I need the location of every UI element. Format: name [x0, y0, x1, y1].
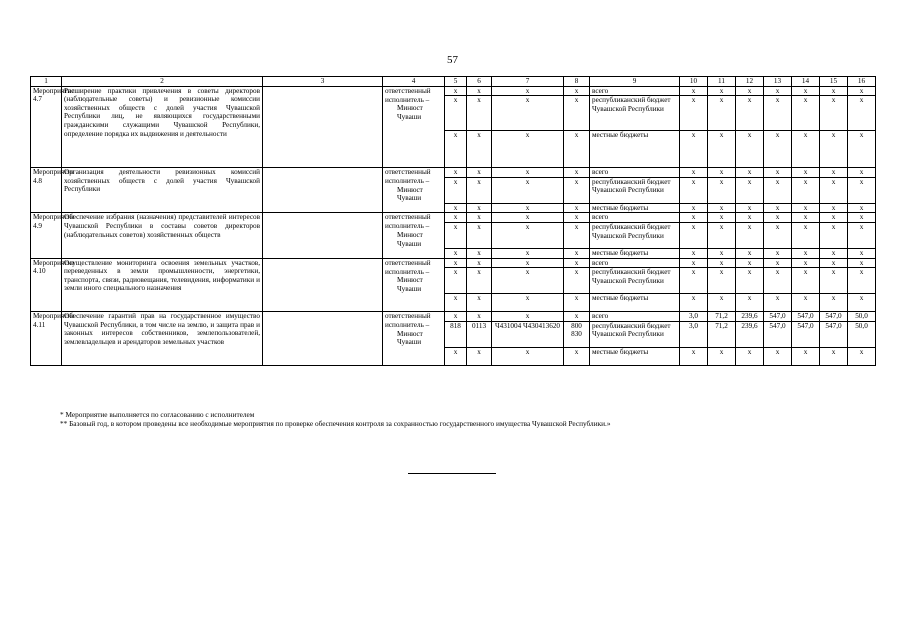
- value-cell: 239,6: [736, 321, 764, 347]
- value-cell: х: [820, 86, 848, 96]
- closing-line: [408, 473, 496, 474]
- value-cell: 547,0: [820, 312, 848, 322]
- code-cell: х: [445, 294, 467, 312]
- code-cell: х: [564, 177, 590, 203]
- code-cell: х: [467, 268, 492, 294]
- value-cell: х: [764, 96, 792, 131]
- code-cell: х: [445, 131, 467, 168]
- code-cell: х: [445, 96, 467, 131]
- value-cell: х: [848, 213, 876, 223]
- executor-role: исполнитель –: [385, 95, 430, 104]
- value-cell: х: [764, 213, 792, 223]
- value-cell: х: [848, 294, 876, 312]
- empty-cell: [263, 258, 383, 312]
- code-cell: х: [492, 347, 564, 365]
- value-cell: х: [764, 347, 792, 365]
- code-cell: х: [467, 312, 492, 322]
- code-cell: х: [492, 258, 564, 268]
- value-cell: х: [708, 168, 736, 178]
- value-cell: х: [792, 222, 820, 248]
- funding-source: республиканский бюджет Чувашской Республики: [590, 177, 680, 203]
- header-cell: 12: [736, 77, 764, 87]
- value-cell: х: [680, 131, 708, 168]
- header-cell: 2: [62, 77, 263, 87]
- value-cell: х: [736, 213, 764, 223]
- value-cell: х: [764, 203, 792, 213]
- executor-org: Минюст Чуваши: [397, 276, 423, 293]
- value-cell: х: [680, 347, 708, 365]
- value-cell: х: [820, 177, 848, 203]
- value-cell: х: [848, 96, 876, 131]
- value-cell: х: [736, 177, 764, 203]
- executor-org: Минюст Чуваши: [397, 329, 423, 347]
- value-cell: 71,2: [708, 321, 736, 347]
- value-cell: х: [792, 258, 820, 268]
- executor-role: исполнитель –: [385, 177, 430, 186]
- code-cell: х: [467, 177, 492, 203]
- funding-source: всего: [590, 258, 680, 268]
- executor-cell: ответственный: [383, 168, 445, 178]
- value-cell: х: [764, 222, 792, 248]
- code-cell: х: [467, 347, 492, 365]
- code-cell: х: [564, 168, 590, 178]
- header-cell: 3: [263, 77, 383, 87]
- value-cell: х: [680, 268, 708, 294]
- table-row: [31, 258, 876, 268]
- measure-code: Мероприятие 4.7: [31, 86, 62, 168]
- value-cell: х: [764, 177, 792, 203]
- value-cell: х: [792, 86, 820, 96]
- code-cell: х: [492, 268, 564, 294]
- code-cell: х: [492, 131, 564, 168]
- header-cell: 4: [383, 77, 445, 87]
- value-cell: х: [736, 86, 764, 96]
- table-row: [31, 213, 876, 223]
- code-cell: х: [564, 131, 590, 168]
- code-cell: 0113: [467, 321, 492, 347]
- code-cell: 818: [445, 321, 467, 347]
- value-cell: х: [708, 131, 736, 168]
- code-cell: х: [564, 347, 590, 365]
- footnote: ** Базовый год, в котором проведены все необходимые мероприятия по проверке обеспечения контроля за сохранностью государственного имущества Чувашской Республики.»: [60, 419, 611, 428]
- value-cell: х: [820, 131, 848, 168]
- page-number: 57: [447, 54, 458, 66]
- executor-cell: [383, 321, 445, 347]
- value-cell: х: [736, 168, 764, 178]
- funding-source: республиканский бюджет Чувашской Республики: [590, 96, 680, 131]
- value-cell: х: [848, 347, 876, 365]
- code-cell: х: [445, 347, 467, 365]
- code-cell: х: [564, 312, 590, 322]
- value-cell: х: [708, 258, 736, 268]
- measure-description: Расширение практики привлечения в советы директоров (наблюдательные советы) и ревизионные комиссии хозяйственных обществ с долей участия Чувашской Республики лиц, не являющихся государственными гражданскими служащими Чувашской Республики, определение порядка их выдвижения и деятельности: [62, 86, 263, 168]
- header-cell: 14: [792, 77, 820, 87]
- value-cell: 71,2: [708, 312, 736, 322]
- value-cell: х: [736, 248, 764, 258]
- code-cell: х: [467, 96, 492, 131]
- value-cell: х: [764, 168, 792, 178]
- header-cell: 7: [492, 77, 564, 87]
- executor-role: исполнитель –: [385, 222, 430, 231]
- header-cell: 11: [708, 77, 736, 87]
- value-cell: х: [708, 177, 736, 203]
- code-cell: х: [564, 268, 590, 294]
- code-cell: х: [467, 213, 492, 223]
- value-cell: х: [820, 258, 848, 268]
- value-cell: х: [820, 168, 848, 178]
- funding-source: всего: [590, 168, 680, 178]
- code-cell: х: [445, 177, 467, 203]
- value-cell: х: [820, 222, 848, 248]
- value-cell: 3,0: [680, 321, 708, 347]
- code-cell: х: [467, 222, 492, 248]
- empty-cell: [263, 168, 383, 213]
- code-cell: х: [492, 312, 564, 322]
- value-cell: х: [736, 294, 764, 312]
- header-cell: 1: [31, 77, 62, 87]
- value-cell: х: [736, 268, 764, 294]
- table-row: [31, 312, 876, 322]
- code-cell: х: [467, 294, 492, 312]
- funding-source: местные бюджеты: [590, 131, 680, 168]
- value-cell: х: [736, 258, 764, 268]
- value-cell: х: [680, 213, 708, 223]
- value-cell: х: [764, 268, 792, 294]
- value-cell: х: [680, 168, 708, 178]
- value-cell: х: [680, 96, 708, 131]
- value-cell: 3,0: [680, 312, 708, 322]
- value-cell: х: [848, 222, 876, 248]
- funding-source: местные бюджеты: [590, 347, 680, 365]
- header-cell: 8: [564, 77, 590, 87]
- code-cell: х: [445, 168, 467, 178]
- header-cell: 15: [820, 77, 848, 87]
- code-cell: х: [467, 86, 492, 96]
- funding-source: всего: [590, 86, 680, 96]
- value-cell: х: [680, 86, 708, 96]
- value-cell: х: [708, 248, 736, 258]
- executor-cell: [383, 177, 445, 203]
- value-cell: х: [820, 268, 848, 294]
- value-cell: х: [848, 248, 876, 258]
- executor-cell: ответственный: [383, 258, 445, 268]
- code-cell: х: [467, 168, 492, 178]
- header-cell: 5: [445, 77, 467, 87]
- code-cell: х: [492, 248, 564, 258]
- measure-code: Мероприятие 4.10: [31, 258, 62, 312]
- code-cell: х: [492, 177, 564, 203]
- funding-source: местные бюджеты: [590, 203, 680, 213]
- value-cell: х: [764, 258, 792, 268]
- value-cell: х: [736, 131, 764, 168]
- measure-code: Мероприятие 4.8: [31, 168, 62, 213]
- code-cell: х: [445, 248, 467, 258]
- value-cell: х: [820, 294, 848, 312]
- value-cell: х: [792, 168, 820, 178]
- value-cell: 50,0: [848, 312, 876, 322]
- header-cell: 16: [848, 77, 876, 87]
- executor-cell: [383, 96, 445, 131]
- value-cell: 547,0: [792, 312, 820, 322]
- executor-cell: [383, 222, 445, 248]
- funding-source: республиканский бюджет Чувашской Республики: [590, 321, 680, 347]
- value-cell: х: [708, 347, 736, 365]
- code-cell: х: [445, 86, 467, 96]
- measure-code: Мероприятие 4.9: [31, 213, 62, 258]
- funding-source: республиканский бюджет Чувашской Республики: [590, 268, 680, 294]
- value-cell: х: [708, 294, 736, 312]
- code-cell: х: [467, 258, 492, 268]
- code-cell: х: [492, 86, 564, 96]
- value-cell: х: [848, 86, 876, 96]
- value-cell: х: [708, 222, 736, 248]
- value-cell: х: [708, 203, 736, 213]
- code-cell: х: [445, 312, 467, 322]
- code-cell: х: [445, 222, 467, 248]
- measure-description: Обеспечение гарантий прав на государственное имущество Чувашской Республики, в том числе на землю, и защита прав и законных интересов собственников, землепользователей, землевладельцев и арендаторов земельных участков: [62, 312, 263, 366]
- executor-cell: [383, 248, 445, 258]
- value-cell: х: [708, 86, 736, 96]
- code-cell: х: [564, 86, 590, 96]
- value-cell: х: [792, 248, 820, 258]
- header-cell: 6: [467, 77, 492, 87]
- value-cell: х: [848, 258, 876, 268]
- value-cell: х: [680, 258, 708, 268]
- value-cell: х: [680, 222, 708, 248]
- code-cell: х: [445, 213, 467, 223]
- value-cell: х: [820, 347, 848, 365]
- value-cell: х: [792, 347, 820, 365]
- value-cell: х: [764, 131, 792, 168]
- value-cell: х: [820, 96, 848, 131]
- funding-source: всего: [590, 312, 680, 322]
- value-cell: х: [708, 96, 736, 131]
- empty-cell: [263, 213, 383, 258]
- code-cell: х: [445, 203, 467, 213]
- value-cell: х: [736, 203, 764, 213]
- value-cell: х: [764, 86, 792, 96]
- executor-role: исполнитель –: [385, 321, 430, 330]
- header-cell: 9: [590, 77, 680, 87]
- value-cell: х: [680, 177, 708, 203]
- header-cell: 13: [764, 77, 792, 87]
- value-cell: х: [848, 168, 876, 178]
- code-cell: х: [564, 248, 590, 258]
- value-cell: 547,0: [764, 312, 792, 322]
- value-cell: х: [680, 203, 708, 213]
- executor-cell: [383, 268, 445, 294]
- code-cell: х: [564, 222, 590, 248]
- value-cell: х: [848, 268, 876, 294]
- footnotes: [60, 410, 611, 428]
- header-cell: 10: [680, 77, 708, 87]
- measure-description: Обеспечение избрания (назначения) представителей интересов Чувашской Республики в составы советов директоров (наблюдательных советов) хозяйственных обществ: [62, 213, 263, 258]
- code-cell: х: [467, 203, 492, 213]
- code-cell: х: [492, 294, 564, 312]
- value-cell: х: [736, 96, 764, 131]
- value-cell: х: [680, 294, 708, 312]
- funding-source: всего: [590, 213, 680, 223]
- code-cell: х: [564, 213, 590, 223]
- code-cell: х: [467, 248, 492, 258]
- value-cell: х: [708, 268, 736, 294]
- executor-cell: ответственный: [383, 86, 445, 96]
- code-cell: х: [564, 294, 590, 312]
- value-cell: х: [736, 347, 764, 365]
- executor-org: Минюст Чуваши: [397, 185, 423, 203]
- code-cell: х: [445, 268, 467, 294]
- value-cell: х: [820, 203, 848, 213]
- measure-code: Мероприятие 4.11: [31, 312, 62, 366]
- executor-cell: [383, 131, 445, 168]
- value-cell: х: [764, 248, 792, 258]
- value-cell: 50,0: [848, 321, 876, 347]
- executor-cell: [383, 347, 445, 365]
- value-cell: х: [792, 268, 820, 294]
- empty-cell: [263, 312, 383, 366]
- code-cell: х: [492, 96, 564, 131]
- code-cell: х: [564, 96, 590, 131]
- code-cell: Ч431004 Ч430413620: [492, 321, 564, 347]
- executor-org: Минюст Чуваши: [397, 231, 423, 248]
- value-cell: х: [680, 248, 708, 258]
- measures-table: [30, 76, 876, 366]
- code-cell: х: [492, 203, 564, 213]
- code-cell: х: [467, 131, 492, 168]
- value-cell: х: [792, 96, 820, 131]
- value-cell: 547,0: [764, 321, 792, 347]
- executor-cell: ответственный: [383, 312, 445, 322]
- executor-cell: [383, 294, 445, 312]
- value-cell: х: [792, 177, 820, 203]
- code-cell: х: [564, 203, 590, 213]
- value-cell: х: [764, 294, 792, 312]
- executor-role: исполнитель –: [385, 267, 430, 276]
- code-cell: х: [492, 213, 564, 223]
- code-cell: х: [492, 168, 564, 178]
- value-cell: х: [848, 177, 876, 203]
- code-cell: х: [564, 258, 590, 268]
- measure-description: Организация деятельности ревизионных комиссий хозяйственных обществ с долей участия Чувашской Республики: [62, 168, 263, 213]
- value-cell: х: [848, 203, 876, 213]
- code-cell: 800 830: [564, 321, 590, 347]
- value-cell: х: [792, 213, 820, 223]
- value-cell: х: [792, 294, 820, 312]
- measure-description: Осуществление мониторинга освоения земельных участков, переведенных в земли промышленности, энергетики, транспорта, связи, радиовещания, телевидения, информатики и земли иного специального назначения: [62, 258, 263, 312]
- funding-source: местные бюджеты: [590, 248, 680, 258]
- funding-source: местные бюджеты: [590, 294, 680, 312]
- value-cell: х: [708, 213, 736, 223]
- footnote: * Мероприятие выполняется по согласованию с исполнителем: [60, 410, 255, 419]
- value-cell: 239,6: [736, 312, 764, 322]
- value-cell: х: [848, 131, 876, 168]
- value-cell: х: [820, 248, 848, 258]
- table-row: [31, 86, 876, 96]
- empty-cell: [263, 86, 383, 168]
- executor-org: Минюст Чуваши: [397, 104, 423, 121]
- value-cell: х: [792, 203, 820, 213]
- header-row: [31, 77, 876, 87]
- value-cell: 547,0: [792, 321, 820, 347]
- value-cell: х: [792, 131, 820, 168]
- code-cell: х: [492, 222, 564, 248]
- code-cell: х: [445, 258, 467, 268]
- executor-cell: ответственный: [383, 213, 445, 223]
- executor-cell: [383, 203, 445, 213]
- value-cell: 547,0: [820, 321, 848, 347]
- value-cell: х: [820, 213, 848, 223]
- funding-source: республиканский бюджет Чувашской Республики: [590, 222, 680, 248]
- table-row: [31, 168, 876, 178]
- value-cell: х: [736, 222, 764, 248]
